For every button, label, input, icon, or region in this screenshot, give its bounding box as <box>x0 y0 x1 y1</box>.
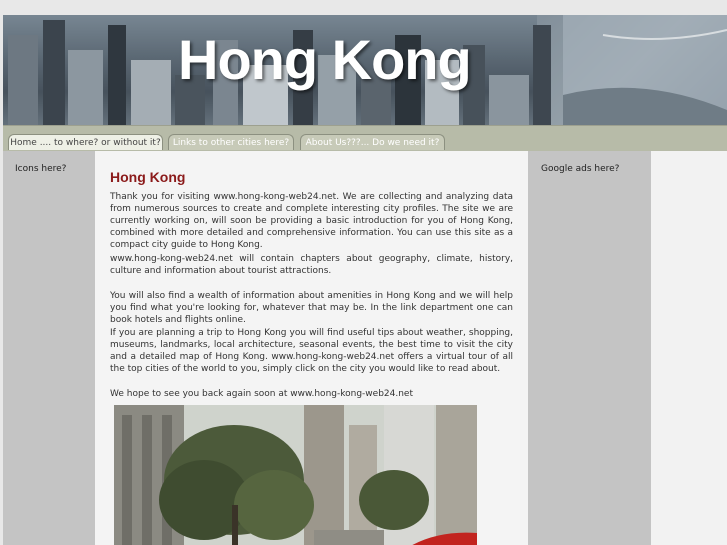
intro-paragraph: Thank you for visiting www.hong-kong-web24.net. We are collecting and analyzing data from numerous sources to create and complete interesting city profiles. The site we are currently working on, will soon be providing a basic introduction for you of Hong Kong, combined with more detailed and comprehensive information. You can use this site as a compact city guide to Hong Kong. <box>110 192 513 250</box>
icons-placeholder-text: Icons here? <box>15 164 67 174</box>
nav-bar <box>3 125 727 151</box>
header-banner <box>3 15 727 125</box>
street-photo <box>114 405 477 545</box>
amenities-paragraph: You will also find a wealth of information about amenities in Hong Kong and we will help you find what you're looking for, whatever that may be. In the link department one can book hotels and flights online. <box>110 291 513 325</box>
right-sidebar <box>528 151 651 545</box>
site-title: Hong Kong <box>178 28 471 91</box>
tab-links[interactable]: Links to other cities here? <box>168 134 294 150</box>
right-margin <box>651 151 727 545</box>
trip-paragraph: If you are planning a trip to Hong Kong you will find useful tips about weather, shopping, museums, landmarks, local architecture, seasonal events, the best time to visit the city and a detailed map of Hong Kong. www.hong-kong-web24.net offers a virtual tour of all the top cities of the world to you, simply click on the city you would like to read about. <box>110 328 513 374</box>
tab-home[interactable]: Home .... to where? or without it? <box>8 134 163 150</box>
top-strip <box>0 0 727 15</box>
tab-about[interactable]: About Us???... Do we need it? <box>300 134 445 150</box>
chapters-paragraph: www.hong-kong-web24.net will contain chapters about geography, climate, history, culture and information about tourist attractions. <box>110 254 513 276</box>
street-scene-image <box>114 405 477 545</box>
content-title: Hong Kong <box>110 169 186 185</box>
left-sidebar <box>3 151 95 545</box>
main-content <box>95 151 528 545</box>
closing-paragraph: We hope to see you back again soon at www.hong-kong-web24.net <box>110 389 413 399</box>
ads-placeholder-text: Google ads here? <box>541 164 620 174</box>
